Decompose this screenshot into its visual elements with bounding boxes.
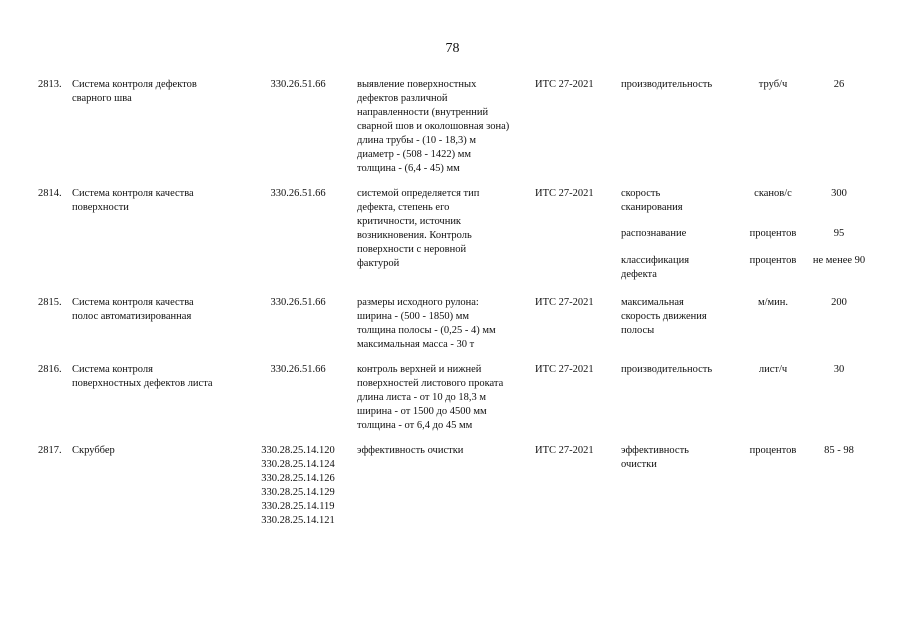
parameter-value: 200 [831,297,847,308]
row-number: 2815. [38,297,62,308]
page-number: 78 [445,41,460,56]
description: выявление поверхностных дефектов различной направленности (внутренний сварной шов и околошовная зона) длина трубы - (10 - 18,3) м диаметр - (508 - 1422) мм толщина - (6,4 - 45) мм [357,79,510,174]
description: эффективность очистки [357,445,464,456]
okpd-code: 330.28.25.14.120 330.28.25.14.124 330.28.25.14.126 330.28.25.14.129 330.28.25.14.119 330.28.25.14.121 [261,445,335,526]
parameter-unit: лист/ч [758,364,788,375]
its-reference: ИТС 27-2021 [535,445,594,456]
row-number: 2814. [38,188,62,199]
row-number: 2816. [38,364,62,375]
okpd-code: 330.26.51.66 [270,188,326,199]
parameter-unit: процентов [749,228,797,239]
equipment-name: Система контроля качества полос автоматизированная [72,297,194,322]
parameter-name: производительность [621,79,713,90]
description: размеры исходного рулона: ширина - (500 - 1850) мм толщина полосы - (0,25 - 4) мм максимальная масса - 30 т [357,297,496,350]
parameter-unit: процентов [749,255,797,266]
parameter-name: распознавание [621,228,687,239]
equipment-name: Скруббер [72,445,115,456]
parameter-name: максимальная скорость движения полосы [621,297,707,336]
parameter-value: 85 - 98 [824,445,854,456]
okpd-code: 330.26.51.66 [270,79,326,90]
parameter-value: 300 [831,188,847,199]
equipment-name: Система контроля качества поверхности [72,188,194,213]
parameter-unit: м/мин. [757,297,789,308]
row-number: 2817. [38,445,62,456]
its-reference: ИТС 27-2021 [535,364,594,375]
row-number: 2813. [38,79,62,90]
parameter-value: 30 [833,364,845,375]
its-reference: ИТС 27-2021 [535,79,594,90]
equipment-name: Система контроля поверхностных дефектов листа [72,364,213,389]
parameter-name: производительность [621,364,713,375]
okpd-code: 330.26.51.66 [270,364,326,375]
parameter-unit: процентов [749,445,797,456]
parameter-value: 95 [833,228,845,239]
parameter-name: эффективность очистки [621,445,689,470]
okpd-code: 330.26.51.66 [270,297,326,308]
its-reference: ИТС 27-2021 [535,188,594,199]
parameter-value: не менее 90 [812,255,866,266]
parameter-unit: труб/ч [758,79,788,90]
its-reference: ИТС 27-2021 [535,297,594,308]
parameter-name: классификация дефекта [621,255,690,280]
parameter-name: скорость сканирования [621,188,683,213]
parameter-unit: сканов/с [754,188,792,199]
description: системой определяется тип дефекта, степень его критичности, источник возникновения. Контроль поверхности с неровной фактурой [357,188,480,269]
equipment-name: Система контроля дефектов сварного шва [72,79,197,104]
description: контроль верхней и нижней поверхностей листового проката длина листа - от 10 до 18,3 м ширина - от 1500 до 4500 мм толщина - от 6,4 до 45 мм [357,364,504,431]
parameter-value: 26 [833,79,845,90]
